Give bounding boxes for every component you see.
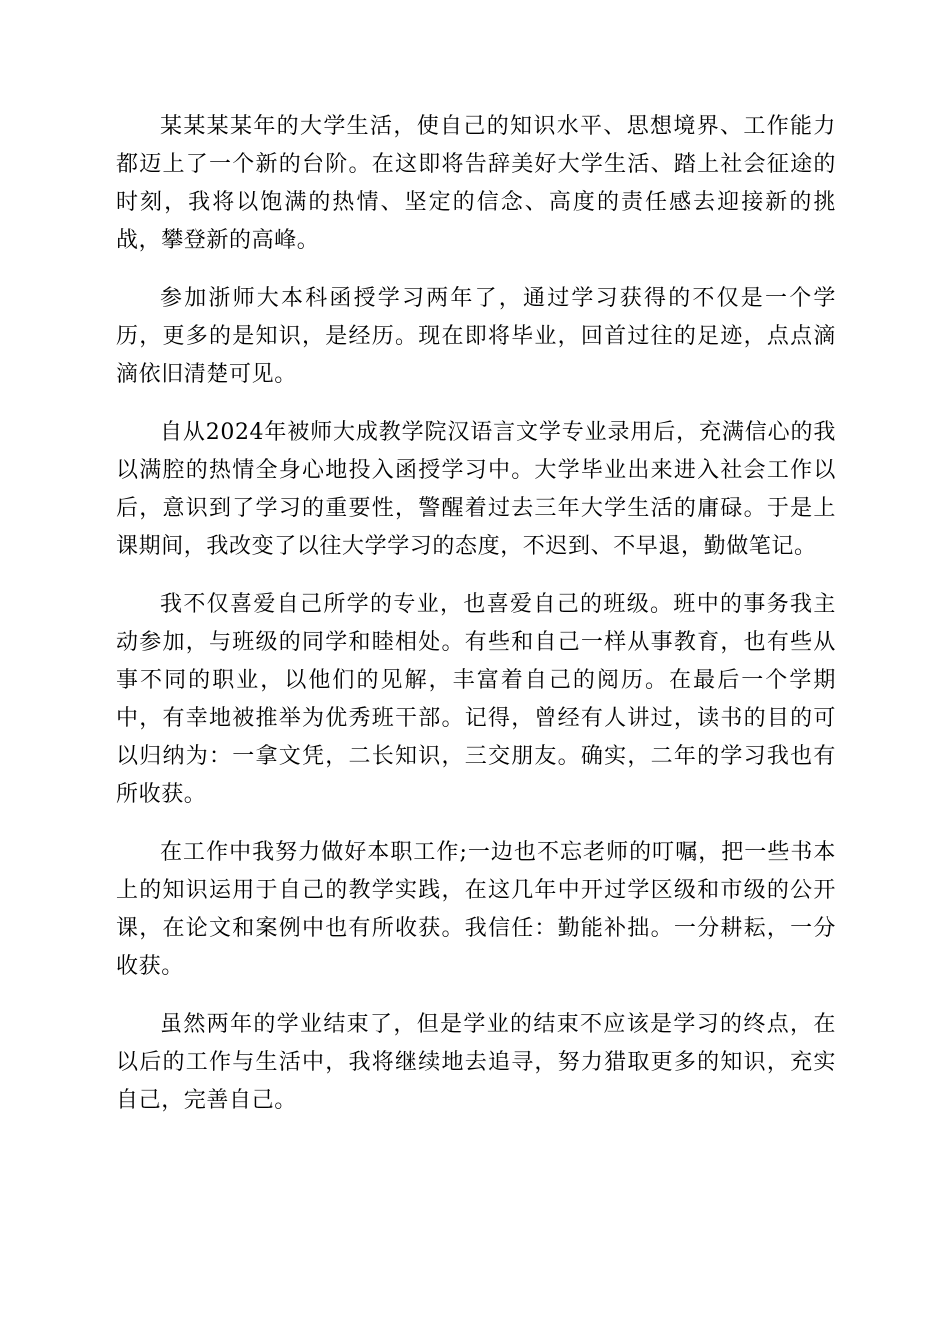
paragraph-2: 参加浙师大本科函授学习两年了，通过学习获得的不仅是一个学历，更多的是知识，是经历。现在即将毕业，回首过往的足迹，点点滴滴依旧清楚可见。 [116, 286, 836, 387]
paragraph-5: 在工作中我努力做好本职工作;一边也不忘老师的叮嘱，把一些书本上的知识运用于自己的教学实践，在这几年中开过学区级和市级的公开课，在论文和案例中也有所收获。我信任：勤能补拙。一分耕耘，一分收获。 [116, 840, 836, 979]
paragraph-6: 虽然两年的学业结束了，但是学业的结束不应该是学习的终点，在以后的工作与生活中，我将继续地去追寻，努力猎取更多的知识，充实自己，完善自己。 [116, 1012, 836, 1113]
paragraph-4: 我不仅喜爱自己所学的专业，也喜爱自己的班级。班中的事务我主动参加，与班级的同学和睦相处。有些和自己一样从事教育，也有些从事不同的职业，以他们的见解，丰富着自己的阅历。在最后一个学期中，有幸地被推举为优秀班干部。记得，曾经有人讲过，读书的目的可以归纳为：一拿文凭，二长知识，三交朋友。确实，二年的学习我也有所收获。 [116, 592, 836, 807]
document-body [116, 108, 836, 1140]
paragraph-3: 自从2024年被师大成教学院汉语言文学专业录用后，充满信心的我以满腔的热情全身心地投入函授学习中。大学毕业出来进入社会工作以后，意识到了学习的重要性，警醒着过去三年大学生活的庸碌。于是上课期间，我改变了以往大学学习的态度，不迟到、不早退，勤做笔记。 [116, 420, 836, 559]
paragraph-1: 某某某某年的大学生活，使自己的知识水平、思想境界、工作能力都迈上了一个新的台阶。在这即将告辞美好大学生活、踏上社会征途的时刻，我将以饱满的热情、坚定的信念、高度的责任感去迎接新的挑战，攀登新的高峰。 [116, 114, 836, 253]
